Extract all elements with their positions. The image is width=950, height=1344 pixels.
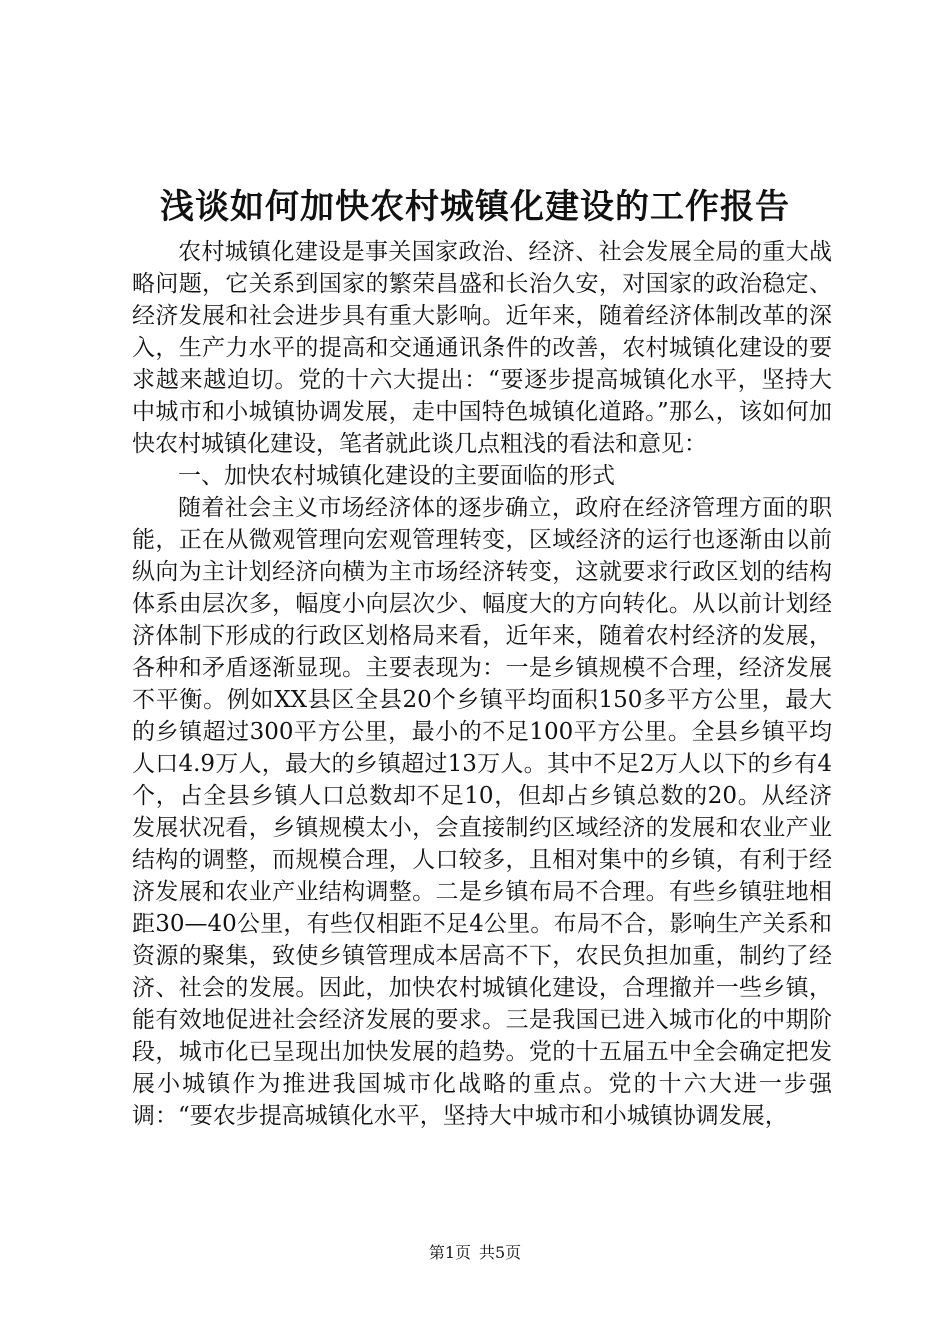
document-title: 浅谈如何加快农村城镇化建设的工作报告 [160,187,790,227]
page-footer [0,1241,950,1265]
section-heading-1: 一、加快农村城镇化建设的主要面临的形式 [178,463,615,489]
document-body [132,236,832,1132]
paragraph-intro: 农村城镇化建设是事关国家政治、经济、社会发展全局的重大战略问题，它关系到国家的繁荣昌盛和长治久安，对国家的政治稳定、经济发展和社会进步具有重大影响。近年来，随着经济体制改革的深入，生产力水平的提高和交通通讯条件的改善，农村城镇化建设的要求越来越迫切。党的十六大提出：“要逐步提高城镇化水平，坚持大中城市和小城镇协调发展，走中国特色城镇化道路。”那么，该如何加快农村城镇化建设，笔者就此谈几点粗浅的看法和意见： [132,239,832,457]
page-number-total: 共5页 [479,1243,522,1262]
page-number-current: 第1页 [428,1243,471,1262]
paragraph-situation: 随着社会主义市场经济体的逐步确立，政府在经济管理方面的职能，正在从微观管理向宏观管理转变，区域经济的运行也逐渐由以前纵向为主计划经济向横为主市场经济转变，这就要求行政区划的结构体系由层次多，幅度小向层次少、幅度大的方向转化。从以前计划经济体制下形成的行政区划格局来看，近年来，随着农村经济的发展，各种和矛盾逐渐显现。主要表现为：一是乡镇规模不合理，经济发展不平衡。例如XX县区全县20个乡镇平均面积150多平方公里，最大的乡镇超过300平方公里，最小的不足100平方公里。全县乡镇平均人口4.9万人，最大的乡镇超过13万人。其中不足2万人以下的乡有4个，占全县乡镇人口总数却不足10，但却占乡镇总数的20。从经济发展状况看，乡镇规模太小，会直接制约区域经济的发展和农业产业结构的调整，而规模合理，人口较多，且相对集中的乡镇，有利于经济发展和农业产业结构调整。二是乡镇布局不合理。有些乡镇驻地相距30—40公里，有些仅相距不足4公里。布局不合，影响生产关系和资源的聚集，致使乡镇管理成本居高不下，农民负担加重，制约了经济、社会的发展。因此，加快农村城镇化建设，合理撤并一些乡镇，能有效地促进社会经济发展的要求。三是我国已进入城市化的中期阶段，城市化已呈现出加快发展的趋势。党的十五届五中全会确定把发展小城镇作为推进我国城市化战略的重点。党的十六大进一步强调：“要农步提高城镇化水平，坚持大中城市和小城镇协调发展， [132,495,832,1129]
